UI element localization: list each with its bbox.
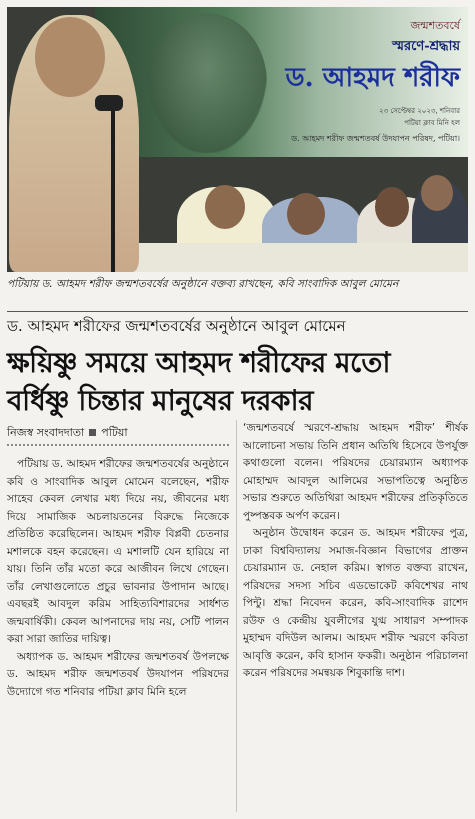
byline-reporter: নিজস্ব সংবাদদাতা	[7, 426, 85, 439]
banner-organizer: ড. আহমদ শরীফ জন্মশতবর্ষ উদযাপন পরিষদ, পটিয়া।	[291, 134, 460, 143]
byline	[7, 426, 227, 440]
headline	[7, 344, 468, 420]
headline-line-2: বর্ধিষ্ণু চিন্তার মানুষের দরকার	[7, 384, 313, 417]
microphone-icon	[95, 95, 123, 111]
square-bullet-icon	[89, 429, 96, 436]
photo-caption: পটিয়ায় ড. আহমদ শরীফ জন্মশতবর্ষের অনুষ্ঠানে বক্তব্য রাখছেন, কবি সাংবাদিক আবুল মোমেন	[7, 278, 399, 290]
banner-venue: পটিয়া ক্লাব মিনি হল	[404, 119, 460, 127]
guest-1-head	[205, 185, 245, 229]
article-column-right	[243, 420, 468, 683]
column-divider	[236, 420, 237, 812]
article-paragraph: পটিয়ায় ড. আহমদ শরীফের জন্মশতবর্ষের অনুষ্ঠানে কবি ও সাংবাদিক আবুল মোমেন বলেছেন, শরীফ সাহেব কেবল লেখার মধ্য দিয়ে নয়, জীবনের মধ্য দিয়ে সামাজিক অচলায়তনের বিরুদ্ধে নিজেকে প্রতিষ্ঠিত করেছিলেন। আহমদ শরীফ বিপ্লবী চেতনার মশালকে বহন করেছেন। এ মশালটি যেন হারিয়ে না যায়। তিনি তাঁর মতো করে আজীবন লিখে গেছেন। তাঁর লেখাগুলোতে প্রচুর ভাবনার উপাদান আছে। এবছরই আবদুল করিম সাহিত্যবিশারদের সার্ধশত জন্মবার্ষিকী। কেবল আপনাদের দায় নয়, সেটি পালন করা সারা জাতির দায়িত্ব।	[7, 458, 229, 645]
banner-portrait	[147, 13, 267, 153]
mic-stand	[111, 107, 115, 272]
news-photo	[7, 7, 468, 272]
speaker-head	[35, 17, 105, 97]
banner-date: ২৩ সেপ্টেম্বর ২০২৩, শনিবার	[379, 107, 460, 115]
banner-name: ড. আহমদ শরীফ	[285, 63, 460, 93]
guest-3-head	[375, 187, 409, 227]
byline-location: পটিয়া	[101, 426, 128, 439]
article-column-left	[7, 456, 229, 701]
article-paragraph: অধ্যাপক ড. আহমদ শরীফের জন্মশতবর্ষ উপলক্ষে ড. আহমদ শরীফ জন্মশতবর্ষ উদযাপন পরিষদের উদ্যোগে গত শনিবার পটিয়া ক্লাব মিনি হলে	[7, 650, 229, 698]
banner-eyebrow: জন্মশতবর্ষে	[410, 19, 460, 32]
headline-line-1: ক্ষয়িষ্ণু সময়ে আহমদ শরীফের মতো	[7, 346, 390, 379]
guest-2-head	[287, 193, 325, 235]
guest-4-head	[421, 175, 453, 211]
kicker: ড. আহমদ শরীফের জন্মশতবর্ষের অনুষ্ঠানে আবুল মোমেন	[7, 317, 346, 335]
article-paragraph: অনুষ্ঠান উদ্বোধন করেন ড. আহমদ শরীফের পুত্র, ঢাকা বিশ্ববিদ্যালয় সমাজ-বিজ্ঞান বিভাগের প্রাক্তন চেয়ারম্যান ড. নেহাল করিম। স্বাগত বক্তব্য রাখেন, পরিষদের সদস্য সচিব এডভোকেট কবিশেখর নাথ পিন্টু। শ্রদ্ধা নিবেদন করেন, কবি-সাংবাদিক রাশেদ রউফ ও কেন্দ্রীয় যুবলীগের যুগ্ম সাধারণ সম্পাদক মুহাম্মদ বদিউল আলম। আহমদ শরীফ স্মরণে কবিতা আবৃত্তি করেন, কবি হাসান ফকরী। অনুষ্ঠান পরিচালনা করেন পরিষদের সমন্বয়ক শিবুকান্তি দাশ।	[243, 527, 468, 679]
article-paragraph: ‘জন্মশতবর্ষে স্মরণে-শ্রদ্ধায় আহমদ শরীফ’ শীর্ষক আলোচনা সভায় তিনি প্রধান অতিথি হিসেবে উপর্যুক্ত কথাগুলো বলেন। পরিষদের চেয়ারম্যান অধ্যাপক মোহাম্মদ আবদুল আলিমের সভাপতিত্বে অনুষ্ঠিত সভার শুরুতে অতিথিরা আহমদ শরীফের প্রতিকৃতিতে পুষ্পস্তবক অর্পণ করেন।	[243, 422, 468, 522]
divider-rule	[7, 311, 468, 312]
banner-subtitle: স্মরণে-শ্রদ্ধায়	[392, 39, 460, 54]
byline-dotted-rule	[7, 444, 229, 446]
stage-table	[107, 243, 468, 272]
